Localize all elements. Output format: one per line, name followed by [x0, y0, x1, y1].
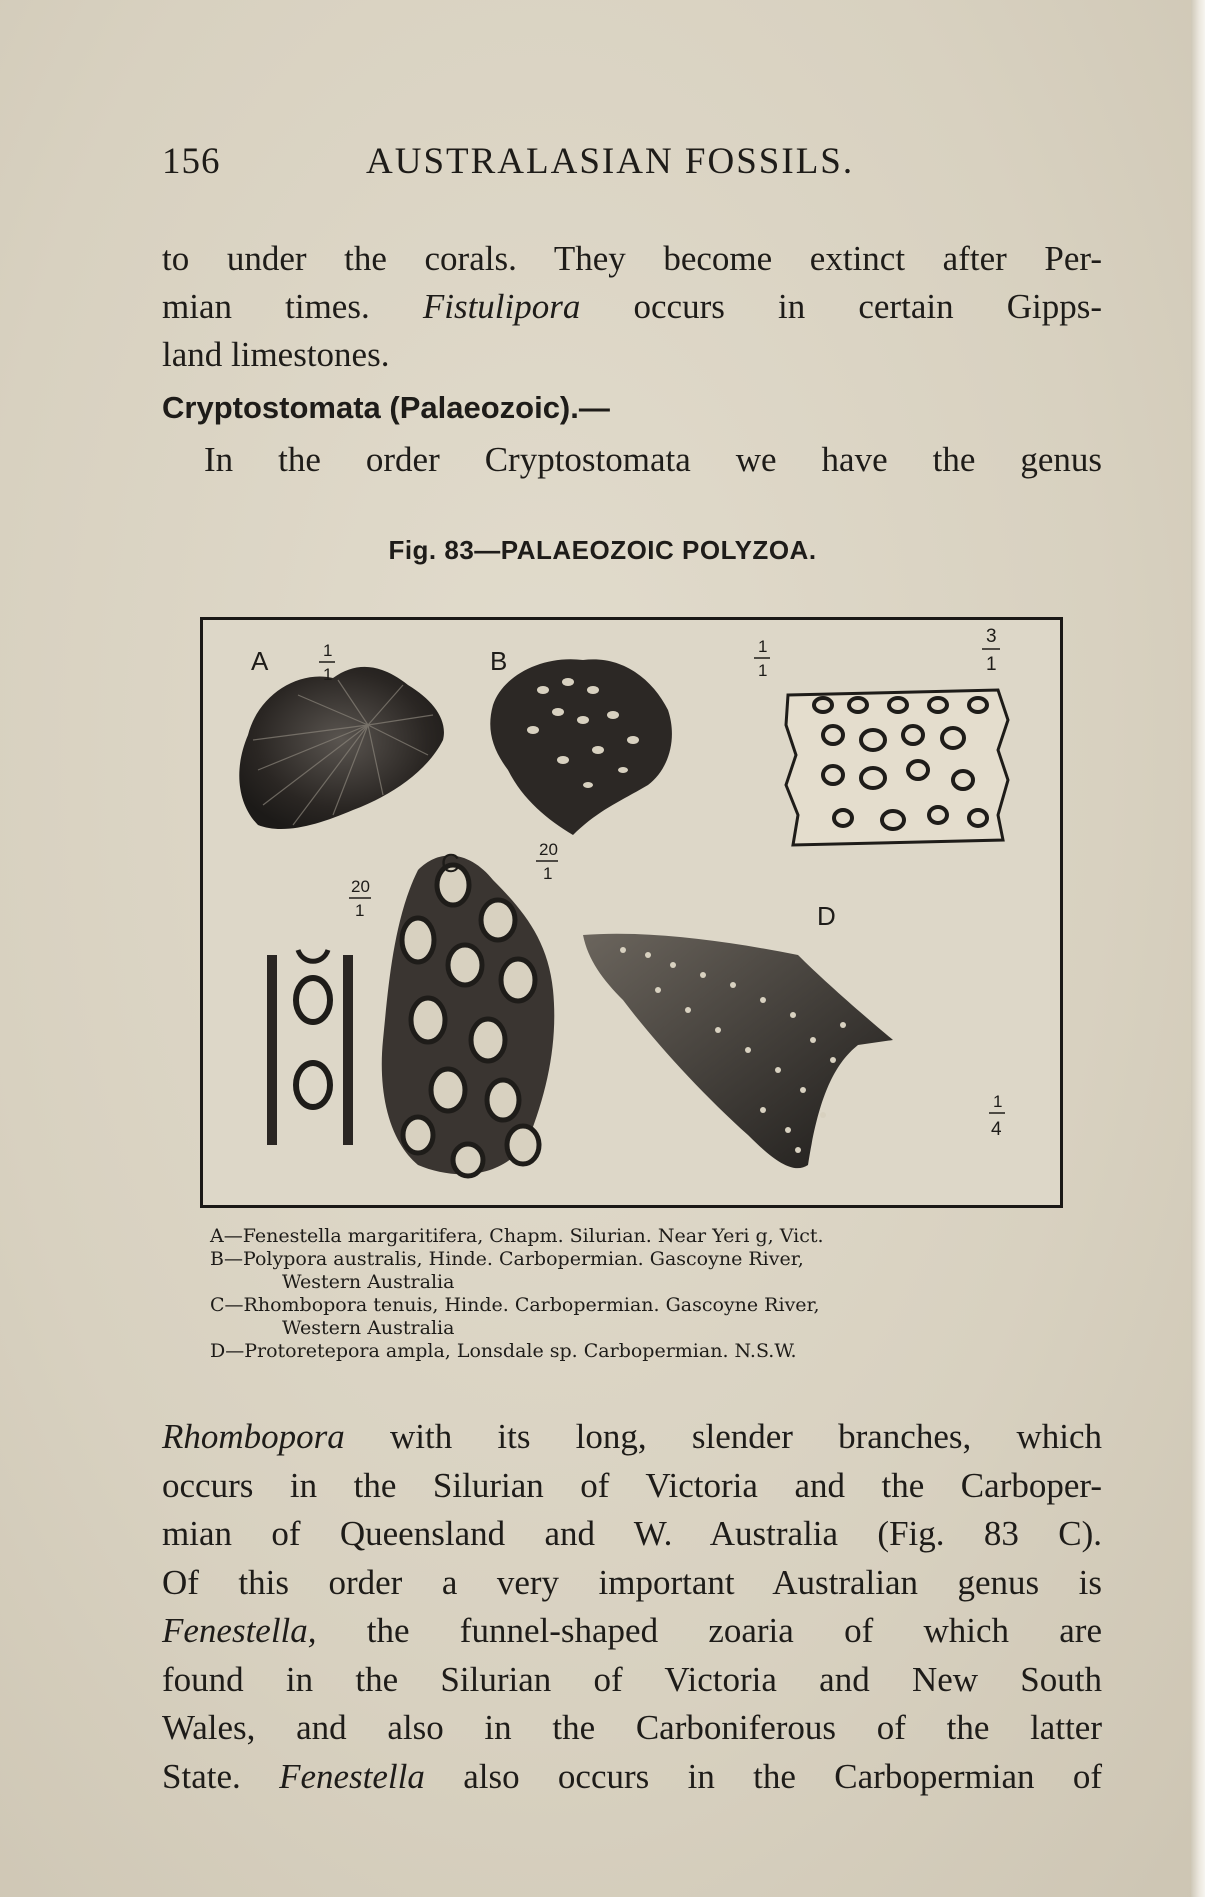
page-number: 156	[162, 141, 221, 182]
label-b: B	[490, 646, 508, 676]
fossil-b-enlarged	[786, 626, 1008, 845]
text-line: found in the Silurian of Victoria and New South	[162, 1659, 1102, 1699]
figure-caption	[210, 1225, 1070, 1363]
text-line: mian of Queensland and W. Australia (Fig. 83 C).	[162, 1514, 1102, 1553]
svg-text:20: 20	[351, 877, 370, 896]
fossil-a-enlarged	[267, 877, 371, 1145]
svg-text:1: 1	[323, 665, 333, 684]
label-a: A	[251, 646, 269, 676]
text-line: Of this order a very important Australian genus is	[162, 1562, 1102, 1602]
text-line: land limestones.	[162, 335, 390, 374]
fossil-d	[583, 901, 1005, 1168]
fossil-illustration	[203, 620, 1060, 1205]
svg-text:1: 1	[758, 637, 768, 656]
running-header	[162, 140, 1102, 190]
svg-text:3: 3	[986, 626, 997, 647]
genus-name: Fenestella	[279, 1756, 425, 1796]
caption-b-continued: Western Australia	[282, 1271, 455, 1293]
section-paragraph	[162, 436, 1102, 484]
svg-text:1: 1	[993, 1092, 1003, 1111]
label-d: D	[817, 901, 836, 931]
svg-text:1: 1	[986, 654, 997, 675]
svg-text:4: 4	[991, 1119, 1002, 1140]
genus-name: Fenestella,	[162, 1611, 317, 1650]
label-c: C	[441, 848, 460, 878]
text-line: Fenestella, the funnel-shaped zoaria of which are	[162, 1611, 1102, 1650]
svg-text:1: 1	[355, 901, 365, 920]
genus-name: Rhombopora	[162, 1417, 345, 1456]
caption-d: D—Protoretepora ampla, Lonsdale sp. Carbopermian. N.S.W.	[210, 1340, 797, 1362]
caption-a: A—Fenestella margaritifera, Chapm. Silurian. Near Yeri g, Vict.	[210, 1225, 824, 1247]
fossil-c	[382, 840, 558, 1176]
fossil-b	[490, 637, 770, 835]
top-paragraph	[162, 235, 1102, 379]
caption-b: B—Polypora australis, Hinde. Carbopermian. Gascoyne River,	[210, 1248, 804, 1270]
text-line: State. Fenestella also occurs in the Carbopermian of	[162, 1756, 1102, 1796]
text-line: mian times. Fistulipora occurs in certain Gipps-	[162, 287, 1102, 326]
svg-text:1: 1	[543, 864, 553, 883]
caption-c: C—Rhombopora tenuis, Hinde. Carbopermian. Gascoyne River,	[210, 1294, 820, 1316]
running-title: AUSTRALASIAN FOSSILS.	[366, 141, 855, 182]
fossil-a	[239, 641, 444, 829]
svg-text:1: 1	[323, 641, 333, 660]
figure-plate	[200, 617, 1063, 1208]
text-line: occurs in the Silurian of Victoria and the Carboper-	[162, 1465, 1102, 1505]
genus-name: Fistulipora	[422, 287, 581, 326]
caption-c-continued: Western Australia	[282, 1317, 455, 1339]
svg-text:1: 1	[758, 661, 768, 680]
figure-title: Fig. 83—PALAEOZOIC POLYZOA.	[388, 535, 817, 565]
section-heading: Cryptostomata (Palaeozoic).—	[162, 390, 610, 425]
page-edge	[1191, 0, 1205, 1897]
text-line: to under the corals. They become extinct after Per-	[162, 239, 1102, 278]
text-line: Wales, and also in the Carboniferous of the latter	[162, 1708, 1102, 1747]
text-line: In the order Cryptostomata we have the genus	[204, 440, 1102, 479]
svg-text:20: 20	[539, 840, 558, 859]
body-paragraph	[162, 1413, 1102, 1801]
text-line: Rhombopora with its long, slender branches, which	[162, 1417, 1102, 1456]
